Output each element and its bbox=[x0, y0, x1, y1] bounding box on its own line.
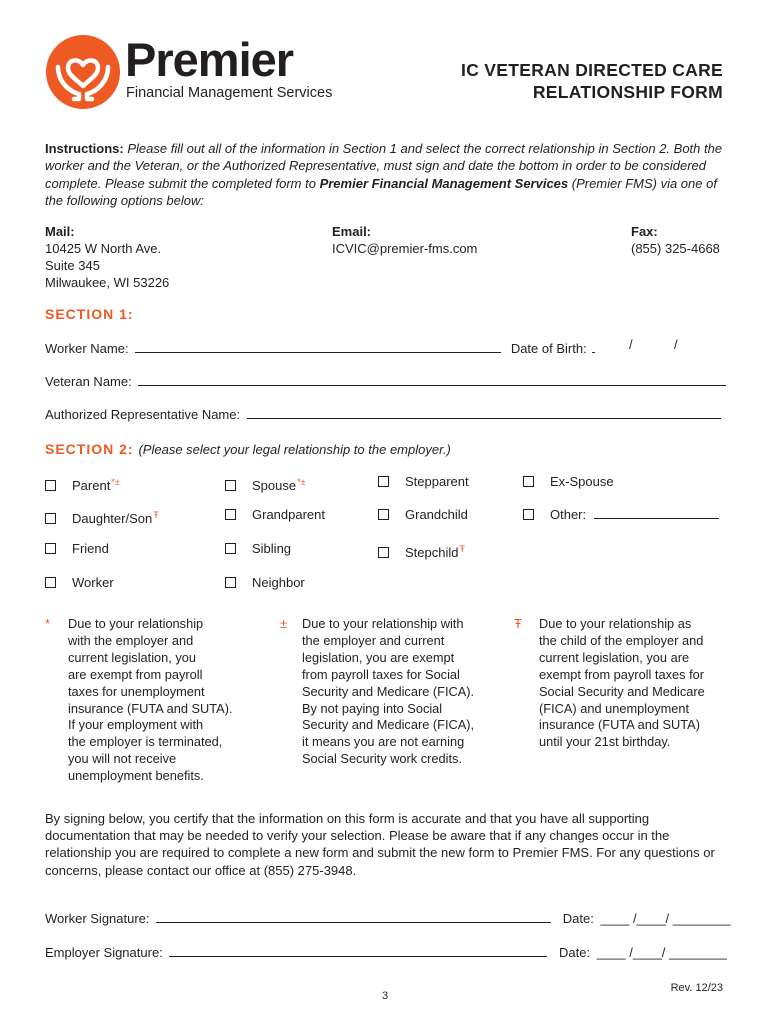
checkbox[interactable] bbox=[225, 543, 236, 554]
mail-contact bbox=[45, 223, 169, 291]
footnote-line: Security and Medicare (FICA). bbox=[302, 683, 475, 699]
employer-signature-label: Employer Signature: bbox=[45, 945, 163, 960]
section2-title: SECTION 2: bbox=[45, 441, 134, 457]
option-spouse[interactable] bbox=[225, 473, 306, 495]
dob-sep2: / bbox=[674, 337, 678, 352]
heart-in-hands-icon bbox=[46, 35, 120, 109]
footnote-child bbox=[539, 616, 739, 751]
employer-date-label: Date: bbox=[559, 945, 591, 960]
dob-month-field[interactable] bbox=[592, 340, 595, 353]
footnote-line: you will not receive bbox=[68, 751, 177, 767]
footnote-line: Security and Medicare (FICA), bbox=[302, 717, 475, 733]
auth-rep-row bbox=[45, 406, 721, 424]
brand-subtitle: Financial Management Services bbox=[126, 85, 333, 101]
option-grandparent[interactable] bbox=[225, 506, 325, 524]
veteran-name-row bbox=[45, 373, 726, 391]
form-title-line2: RELATIONSHIP FORM bbox=[532, 82, 723, 102]
mail-line1: 10425 W North Ave. bbox=[45, 241, 162, 256]
employer-signature-field[interactable] bbox=[169, 944, 547, 957]
footnote-line: By not paying into Social bbox=[302, 700, 443, 716]
footnote-line: the employer is terminated, bbox=[68, 734, 223, 750]
page-number: 3 bbox=[381, 990, 389, 1002]
footnote-line: If your employment with bbox=[68, 717, 204, 733]
employer-signature-row bbox=[45, 944, 727, 962]
footnote-line: Due to your relationship bbox=[68, 616, 204, 631]
footnote-line: exempt from payroll taxes for bbox=[539, 666, 704, 682]
footnote-line: Due to your relationship as bbox=[539, 616, 692, 631]
worker-name-field[interactable] bbox=[135, 340, 501, 353]
footnote-line: Due to your relationship with bbox=[302, 616, 464, 631]
option-label: Ex-Spouse bbox=[550, 474, 614, 489]
footnote-mark-asterisk: * bbox=[45, 616, 51, 631]
checkbox[interactable] bbox=[378, 509, 389, 520]
worker-signature-field[interactable] bbox=[156, 910, 551, 923]
checkbox[interactable] bbox=[523, 476, 534, 487]
option-neighbor[interactable] bbox=[225, 574, 305, 592]
option-friend[interactable] bbox=[45, 540, 109, 558]
instructions bbox=[45, 140, 725, 210]
worker-date-field[interactable]: ____ /____/ ________ bbox=[600, 911, 731, 926]
email-contact bbox=[332, 223, 477, 257]
footnote-mark-tstroke: Ŧ bbox=[514, 616, 522, 631]
option-sibling[interactable] bbox=[225, 540, 291, 558]
option-label: Stepparent bbox=[405, 474, 469, 489]
footnote-line: Social Security and Medicare bbox=[539, 683, 705, 699]
checkbox[interactable] bbox=[45, 480, 56, 491]
option-ex-spouse[interactable] bbox=[523, 473, 614, 491]
revision-label: Rev. 12/23 bbox=[670, 982, 723, 994]
footnote-line: from payroll taxes for Social bbox=[302, 666, 460, 682]
email-value[interactable]: ICVIC@premier-fms.com bbox=[332, 241, 478, 256]
option-grandchild[interactable] bbox=[378, 506, 468, 524]
option-mark: *± bbox=[111, 477, 120, 487]
option-label: Worker bbox=[72, 575, 114, 590]
checkbox[interactable] bbox=[225, 577, 236, 588]
worker-name-row bbox=[45, 340, 595, 358]
logo-circle bbox=[46, 35, 120, 109]
dob-sep1: / bbox=[629, 337, 633, 352]
footnote-line: unemployment benefits. bbox=[68, 768, 204, 784]
option-label: Neighbor bbox=[252, 575, 305, 590]
checkbox[interactable] bbox=[45, 577, 56, 588]
worker-signature-label: Worker Signature: bbox=[45, 911, 150, 926]
footnote-line: insurance (FUTA and SUTA) bbox=[539, 717, 700, 733]
checkbox[interactable] bbox=[225, 509, 236, 520]
form-title-line1: IC VETERAN DIRECTED CARE bbox=[461, 60, 723, 80]
auth-rep-field[interactable] bbox=[247, 406, 721, 419]
section2-header bbox=[45, 441, 451, 457]
footnote-line: insurance (FUTA and SUTA). bbox=[68, 700, 233, 716]
checkbox[interactable] bbox=[378, 476, 389, 487]
worker-signature-row bbox=[45, 910, 731, 928]
employer-date-field[interactable]: ____ /____/ ________ bbox=[596, 945, 727, 960]
instructions-text2: (Premier FMS) via one of the following options below: bbox=[45, 175, 717, 209]
footnote-line: (FICA) and unemployment bbox=[539, 700, 690, 716]
option-worker[interactable] bbox=[45, 574, 114, 592]
option-stepchild[interactable] bbox=[378, 540, 465, 562]
option-label: Spouse bbox=[252, 478, 297, 493]
brand-name: Premier bbox=[125, 33, 294, 86]
auth-rep-label: Authorized Representative Name: bbox=[45, 407, 241, 422]
footnote-unemployment bbox=[68, 616, 268, 785]
instructions-company: Premier Financial Management Services bbox=[319, 175, 569, 191]
other-field[interactable] bbox=[594, 506, 719, 519]
footnote-line: Social Security work credits. bbox=[302, 751, 463, 767]
option-mark: *± bbox=[297, 477, 306, 487]
footnote-mark-plusminus: ± bbox=[280, 616, 288, 631]
option-label: Other: bbox=[550, 507, 587, 522]
veteran-name-label: Veteran Name: bbox=[45, 374, 132, 389]
footnote-line: taxes for unemployment bbox=[68, 683, 205, 699]
option-label: Grandparent bbox=[252, 507, 325, 522]
mail-line3: Milwaukee, WI 53226 bbox=[45, 275, 170, 290]
option-mark: Ŧ bbox=[459, 544, 465, 554]
option-stepparent[interactable] bbox=[378, 473, 469, 491]
option-daughter-son[interactable] bbox=[45, 506, 159, 528]
option-label: Friend bbox=[72, 541, 109, 556]
footnote-line: current legislation, you are bbox=[539, 649, 690, 665]
fax-value: (855) 325-4668 bbox=[631, 241, 720, 256]
footnote-line: with the employer and bbox=[68, 632, 194, 648]
email-label: Email: bbox=[332, 224, 372, 239]
option-label: Parent bbox=[72, 478, 111, 493]
fax-contact bbox=[631, 223, 720, 257]
footnote-line: it means you are not earning bbox=[302, 734, 465, 750]
option-parent[interactable] bbox=[45, 473, 120, 495]
footnote-line: the employer and current bbox=[302, 632, 445, 648]
dob-label: Date of Birth: bbox=[510, 341, 587, 356]
option-mark: Ŧ bbox=[153, 510, 159, 520]
mail-label: Mail: bbox=[45, 224, 75, 239]
instructions-text1: Please fill out all of the information in Section 1 and select the correct relationship in Section 2. Both the worker and the Veteran, or the Authorized Representative, must sign and date the bottom in order to be considered complete. Please submit the completed form to bbox=[45, 141, 723, 191]
footnote-line: until your 21st birthday. bbox=[539, 734, 671, 750]
instructions-label: Instructions: bbox=[45, 141, 124, 156]
footnote-line: current legislation, you bbox=[68, 649, 197, 665]
checkbox[interactable] bbox=[523, 509, 534, 520]
footnote-line: are exempt from payroll bbox=[68, 666, 203, 682]
worker-date-label: Date: bbox=[562, 911, 594, 926]
mail-line2: Suite 345 bbox=[45, 258, 100, 273]
fax-label: Fax: bbox=[631, 224, 658, 239]
option-other[interactable] bbox=[523, 506, 719, 524]
checkbox[interactable] bbox=[45, 543, 56, 554]
option-label: Daughter/Son bbox=[72, 511, 153, 526]
veteran-name-field[interactable] bbox=[138, 373, 726, 386]
footnote-fica bbox=[302, 616, 512, 768]
form-title bbox=[461, 59, 723, 103]
option-label: Stepchild bbox=[405, 545, 459, 560]
checkbox[interactable] bbox=[45, 513, 56, 524]
checkbox[interactable] bbox=[225, 480, 236, 491]
option-label: Grandchild bbox=[405, 507, 468, 522]
checkbox[interactable] bbox=[378, 547, 389, 558]
certification-text: By signing below, you certify that the information on this form is accurate and that you have all supporting documentation that may be needed to verify your selection. Please be aware that if any changes occur in the relationship you are required to complete a new form and submit the new form to Premier FMS. For any questions or concerns, please contact our office at (855) 275-3948. bbox=[45, 811, 715, 878]
worker-name-label: Worker Name: bbox=[45, 341, 129, 356]
option-label: Sibling bbox=[252, 541, 292, 556]
section2-note: (Please select your legal relationship to the employer.) bbox=[138, 442, 451, 457]
footnote-line: legislation, you are exempt bbox=[302, 649, 455, 665]
footnote-line: the child of the employer and bbox=[539, 632, 704, 648]
section1-title: SECTION 1: bbox=[45, 306, 134, 322]
